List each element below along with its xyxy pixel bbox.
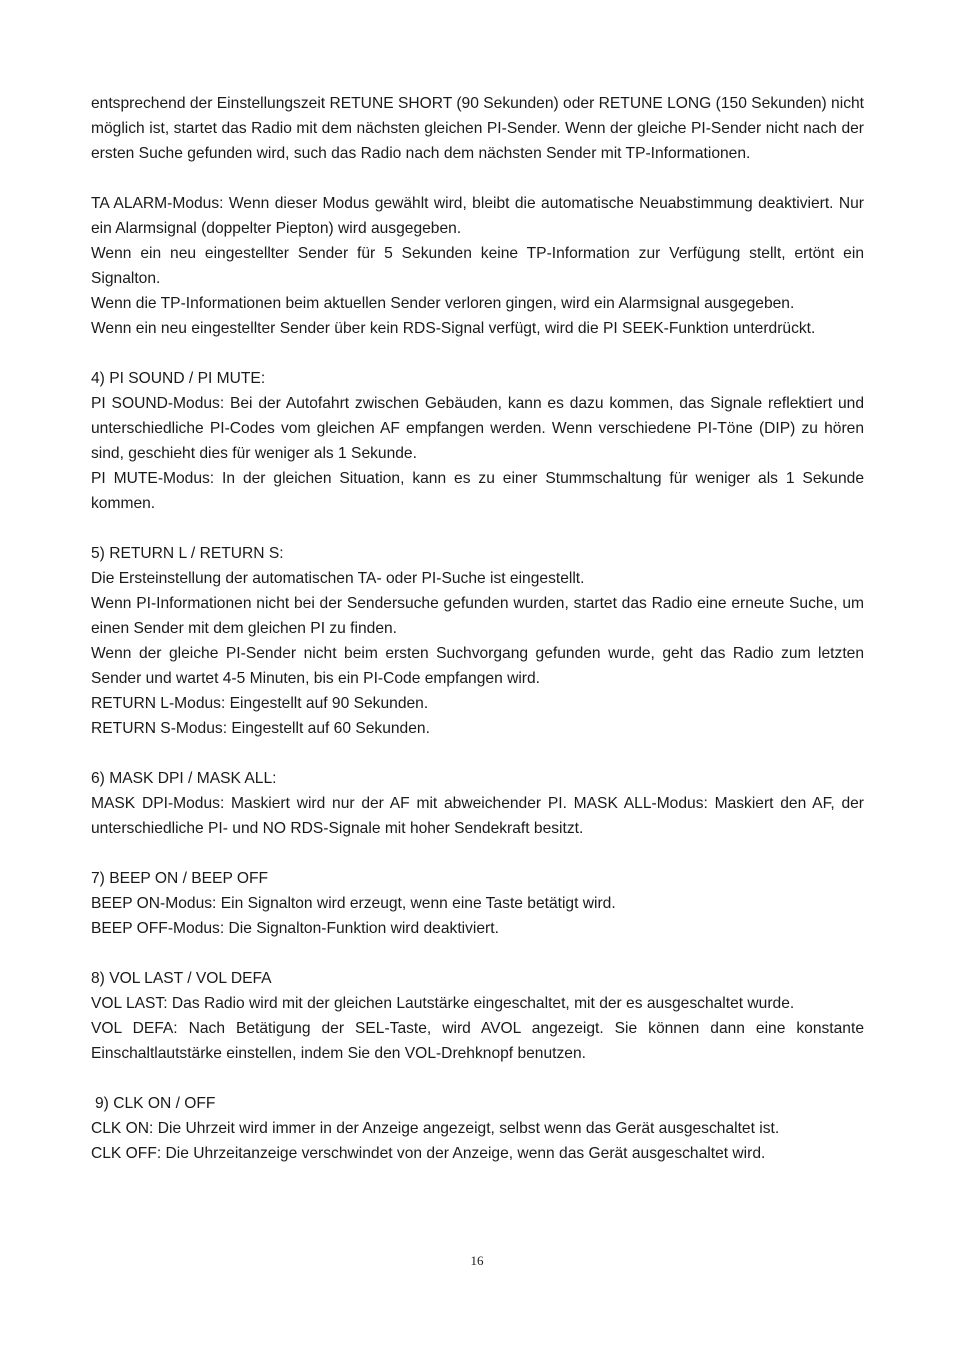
paragraph-return-s: RETURN S-Modus: Eingestellt auf 60 Sekunden. (91, 720, 430, 737)
paragraph-pi-sound: PI SOUND-Modus: Bei der Autofahrt zwischen Gebäuden, kann es dazu kommen, das Signale reflektiert und unterschiedliche PI-Codes vom gleichen AF empfangen werden. Wenn verschiedene PI-Töne (DIP) zu hören sind, geschieht dies für weniger als 1 Sekunde. (91, 395, 864, 462)
paragraph-vol-last: VOL LAST: Das Radio wird mit der gleichen Lautstärke eingeschaltet, mit der es ausgeschaltet wurde. (91, 995, 795, 1012)
paragraph-gap (91, 741, 864, 766)
paragraph-clk-off: CLK OFF: Die Uhrzeitanzeige verschwindet von der Anzeige, wenn das Gerät ausgeschaltet wird. (91, 1145, 766, 1162)
section-heading-beep: 7) BEEP ON / BEEP OFF (91, 870, 269, 887)
paragraph-gap (91, 1066, 864, 1091)
paragraph-gap (91, 166, 864, 191)
paragraph-gap (91, 941, 864, 966)
paragraph-return-last: Wenn der gleiche PI-Sender nicht beim ersten Suchvorgang gefunden wurde, geht das Radio zum letzten Sender und wartet 4-5 Minuten, bis ein PI-Code empfangen wird. (91, 645, 864, 687)
paragraph-gap (91, 841, 864, 866)
page-body (91, 91, 864, 1166)
paragraph-no-rds: Wenn ein neu eingestellter Sender über kein RDS-Signal verfügt, wird die PI SEEK-Funktion unterdrückt. (91, 320, 816, 337)
paragraph-return-l: RETURN L-Modus: Eingestellt auf 90 Sekunden. (91, 695, 429, 712)
paragraph-pi-mute: PI MUTE-Modus: In der gleichen Situation, kann es zu einer Stummschaltung für weniger als 1 Sekunde kommen. (91, 470, 864, 512)
section-heading-pi-sound: 4) PI SOUND / PI MUTE: (91, 370, 266, 387)
paragraph-beep-off: BEEP OFF-Modus: Die Signalton-Funktion wird deaktiviert. (91, 920, 499, 937)
paragraph-gap (91, 341, 864, 366)
paragraph-vol-defa: VOL DEFA: Nach Betätigung der SEL-Taste, wird AVOL angezeigt. Sie können dann eine konstante Einschaltlautstärke einstellen, indem Sie den VOL-Drehknopf benutzen. (91, 1020, 864, 1062)
section-heading-clk: 9) CLK ON / OFF (95, 1095, 216, 1112)
paragraph-tp-lost: Wenn die TP-Informationen beim aktuellen Sender verloren gingen, wird ein Alarmsignal ausgegeben. (91, 295, 795, 312)
paragraph-mask: MASK DPI-Modus: Maskiert wird nur der AF mit abweichender PI. MASK ALL-Modus: Maskiert den AF, der unterschiedliche PI- und NO RDS-Signale mit hoher Sendekraft besitzt. (91, 795, 864, 837)
paragraph-beep-on: BEEP ON-Modus: Ein Signalton wird erzeugt, wenn eine Taste betätigt wird. (91, 895, 616, 912)
page-number: 16 (470, 1253, 484, 1268)
section-heading-vol: 8) VOL LAST / VOL DEFA (91, 970, 272, 987)
paragraph-tp-signal: Wenn ein neu eingestellter Sender für 5 Sekunden keine TP-Information zur Verfügung stellt, ertönt ein Signalton. (91, 245, 864, 287)
paragraph-ta-alarm: TA ALARM-Modus: Wenn dieser Modus gewählt wird, bleibt die automatische Neuabstimmung deaktiviert. Nur ein Alarmsignal (doppelter Piepton) wird ausgegeben. (91, 195, 864, 237)
paragraph-return-initial: Die Ersteinstellung der automatischen TA- oder PI-Suche ist eingestellt. (91, 570, 585, 587)
section-heading-return: 5) RETURN L / RETURN S: (91, 545, 284, 562)
paragraph-return-search: Wenn PI-Informationen nicht bei der Sendersuche gefunden wurden, startet das Radio eine erneute Suche, um einen Sender mit dem gleichen PI zu finden. (91, 595, 864, 637)
section-heading-mask: 6) MASK DPI / MASK ALL: (91, 770, 277, 787)
paragraph-retune-continuation: entsprechend der Einstellungszeit RETUNE SHORT (90 Sekunden) oder RETUNE LONG (150 Sekunden) nicht möglich ist, startet das Radio mit dem nächsten gleichen PI-Sender. Wenn der gleiche PI-Sender nicht nach der ersten Suche gefunden wird, such das Radio nach dem nächsten Sender mit TP-Informationen. (91, 95, 864, 162)
paragraph-clk-on: CLK ON: Die Uhrzeit wird immer in der Anzeige angezeigt, selbst wenn das Gerät ausgeschaltet ist. (91, 1120, 780, 1137)
paragraph-gap (91, 516, 864, 541)
